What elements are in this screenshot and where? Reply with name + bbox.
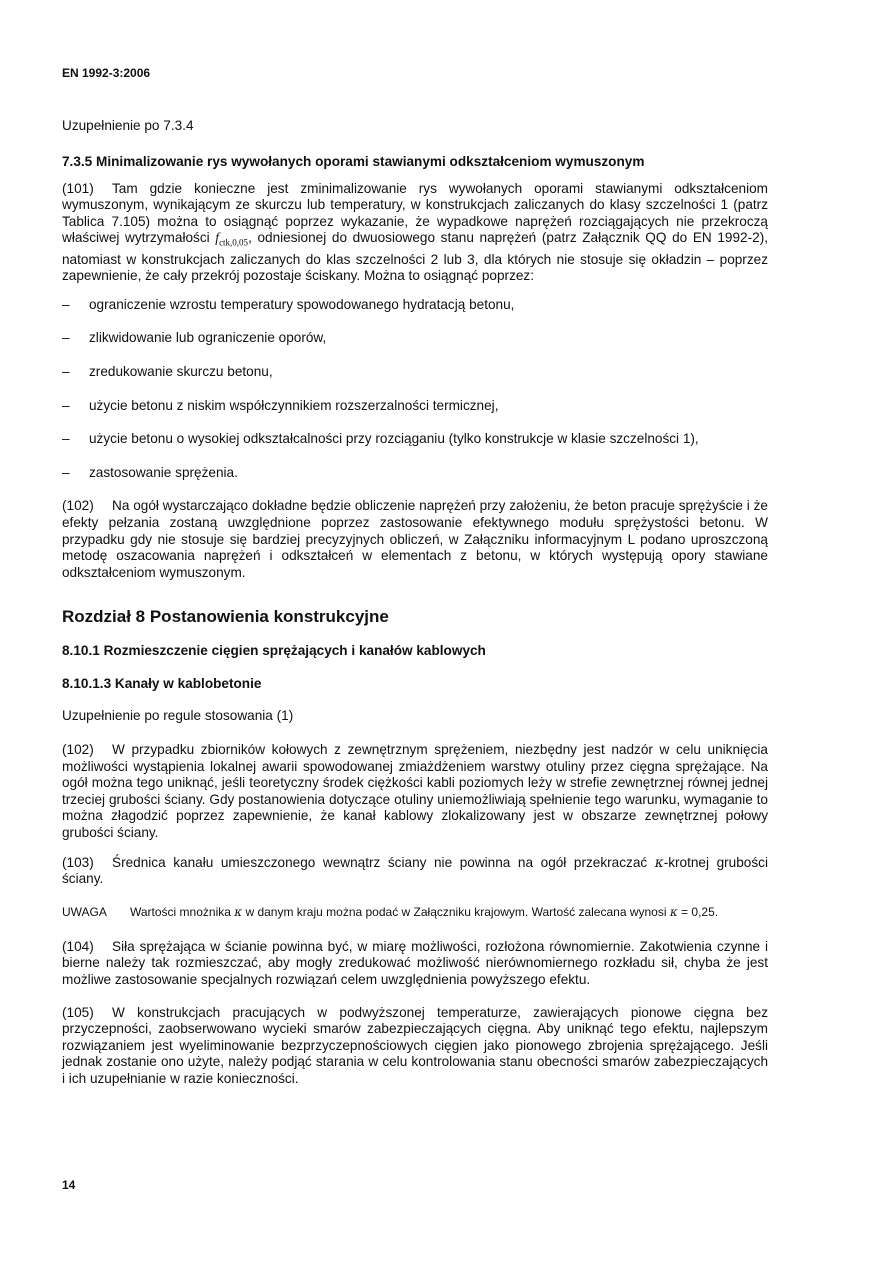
paragraph-text: W konstrukcjach pracujących w podwyższonej temperaturze, zawierających pionowe cięgna bez przyczepności, zaobserwowano wycieki smarów zabezpieczających cięgna. Aby uniknąć tego efektu, najlepszym rozwiązaniem jest wyeliminowanie bezprzyczepnościowych cięgien jako pionowego zbrojenia sprężającego. Jeśli jednak zostanie ono użyte, należy podjąć starania w celu kontrolowania stanu obecności smarów zabezpieczających i ich uzupełnianie w razie konieczności. (62, 1004, 768, 1086)
paragraph-number: (101) (62, 180, 94, 196)
note-label: UWAGA (62, 904, 107, 919)
note: UWAGA Wartości mnożnika κ w danym kraju można podać w Załączniku krajowym. Wartość zalecana wynosi κ = 0,25. (62, 904, 719, 919)
paragraph-105 (62, 1005, 768, 1088)
list-item: – użycie betonu z niskim współczynnikiem rozszerzalności termicznej, (62, 397, 499, 413)
paragraph-102-b (62, 742, 768, 842)
section-8-10-1-3-heading: 8.10.1.3 Kanały w kablobetonie (62, 676, 262, 692)
list-item: – użycie betonu o wysokiej odkształcalności przy rozciąganiu (tylko konstrukcje w klasie szczelności 1), (62, 431, 699, 447)
paragraph-number: (102) (62, 498, 94, 514)
section-7-3-5-heading: 7.3.5 Minimalizowanie rys wywołanych oporami stawianymi odkształceniom wymuszonym (62, 153, 645, 169)
kappa-symbol: κ (654, 854, 664, 871)
supplement-rule-note: Uzupełnienie po regule stosowania (1) (62, 708, 294, 724)
paragraph-number: (104) (62, 938, 94, 954)
paragraph-number: (103) (62, 854, 94, 870)
list-dash: – (62, 397, 70, 413)
list-item: – zastosowanie sprężenia. (62, 464, 238, 480)
kappa-symbol: κ (669, 904, 678, 919)
page-number: 14 (62, 1178, 76, 1192)
list-dash: – (62, 330, 70, 346)
list-item: – zredukowanie skurczu betonu, (62, 364, 273, 380)
paragraph-101 (62, 181, 768, 285)
list-dash: – (62, 296, 70, 312)
measures-list (62, 297, 768, 482)
list-dash: – (62, 464, 70, 480)
paragraph-104 (62, 939, 768, 989)
kappa-symbol: κ (234, 904, 243, 919)
paragraph-102-a (62, 498, 768, 581)
section-8-10-1-heading: 8.10.1 Rozmieszczenie cięgien sprężających i kanałów kablowych (62, 643, 486, 659)
strength-symbol: $f_{ctk,0,05}$ (215, 230, 249, 249)
paragraph-text: Siła sprężająca w ścianie powinna być, w miarę możliwości, rozłożona równomiernie. Zakotwienia czynne i bierne należy tak rozmieszczać, aby mogły zredukować możliwość nierównomiernego rozkładu sił, chyba że jest możliwe zastosowanie specjalnych rozwiązań celem uwzględnienia powyższego efektu. (62, 938, 768, 987)
paragraph-number: (105) (62, 1004, 94, 1020)
list-dash: – (62, 364, 70, 380)
paragraph-103: (103) Średnica kanału umieszczonego wewnątrz ściany nie powinna na ogół przekraczać κ-krotnej grubości ściany. (62, 854, 768, 887)
paragraph-text: Tam gdzie konieczne jest zminimalizowanie rys wywołanych oporami stawianymi odkształceniom wymuszonym, wynikającym ze skurczu lub temperatury, w konstrukcjach zaliczanych do klasy szczelności 1 (patrz Tablica 7.105) można to osiągnąć poprzez wykazanie, że wypadkowe naprężeń rozciągających nie przekroczą właściwej wytrzymałości (62, 180, 768, 246)
document-page (62, 66, 768, 1088)
paragraph-text: W przypadku zbiorników kołowych z zewnętrznym sprężeniem, niezbędny jest nadzór w celu uniknięcia możliwości wystąpienia lokalnej awarii spowodowanej zmiażdżeniem warstwy otuliny przez cięgna sprężające. Na ogół można tego uniknąć, jeśli teoretyczny środek ciężkości kabli poziomych leży w strefie zewnętrznej równej jednej trzeciej grubości ściany. Gdy postanowienia dotyczące otuliny uniemożliwiają spełnienie tego warunku, wymaganie to można złagodzić poprzez zapewnienie, że kanał kablowy zlokalizowany jest w obszarze zewnętrznej połowy grubości ściany. (62, 742, 768, 840)
chapter-8-heading: Rozdział 8 Postanowienia konstrukcyjne (62, 607, 389, 627)
list-item: – ograniczenie wzrostu temperatury spowodowanego hydratacją betonu, (62, 296, 515, 312)
paragraph-number: (102) (62, 742, 94, 757)
paragraph-text: Na ogół wystarczająco dokładne będzie obliczenie naprężeń przy założeniu, że beton pracuje sprężyście i że efekty pełzania zostaną uwzględnione poprzez zastosowanie efektywnego modułu sprężystości betonu. W przypadku gdy nie stosuje się bardziej precyzyjnych obliczeń, w Załączniku informacyjnym L podano uproszczoną metodę oszacowania naprężeń i odkształceń w elementach z betonu, w których występują opory stawiane odkształceniom wymuszonym. (62, 498, 768, 580)
paragraph-text-cont: , odniesionej do dwuosiowego stanu naprężeń (patrz Załącznik QQ do EN 1992-2), natomiast w konstrukcjach zaliczanych do klas szczelności 2 lub 3, dla których nie stosuje się okładzin – poprzez zapewnienie, że cały przekrój pozostaje ściskany. Można to osiągnąć poprzez: (62, 230, 768, 284)
standard-header: EN 1992-3:2006 (62, 66, 151, 80)
supplement-note: Uzupełnienie po 7.3.4 (62, 118, 194, 133)
list-dash: – (62, 431, 70, 447)
list-item: – zlikwidowanie lub ograniczenie oporów, (62, 330, 327, 346)
